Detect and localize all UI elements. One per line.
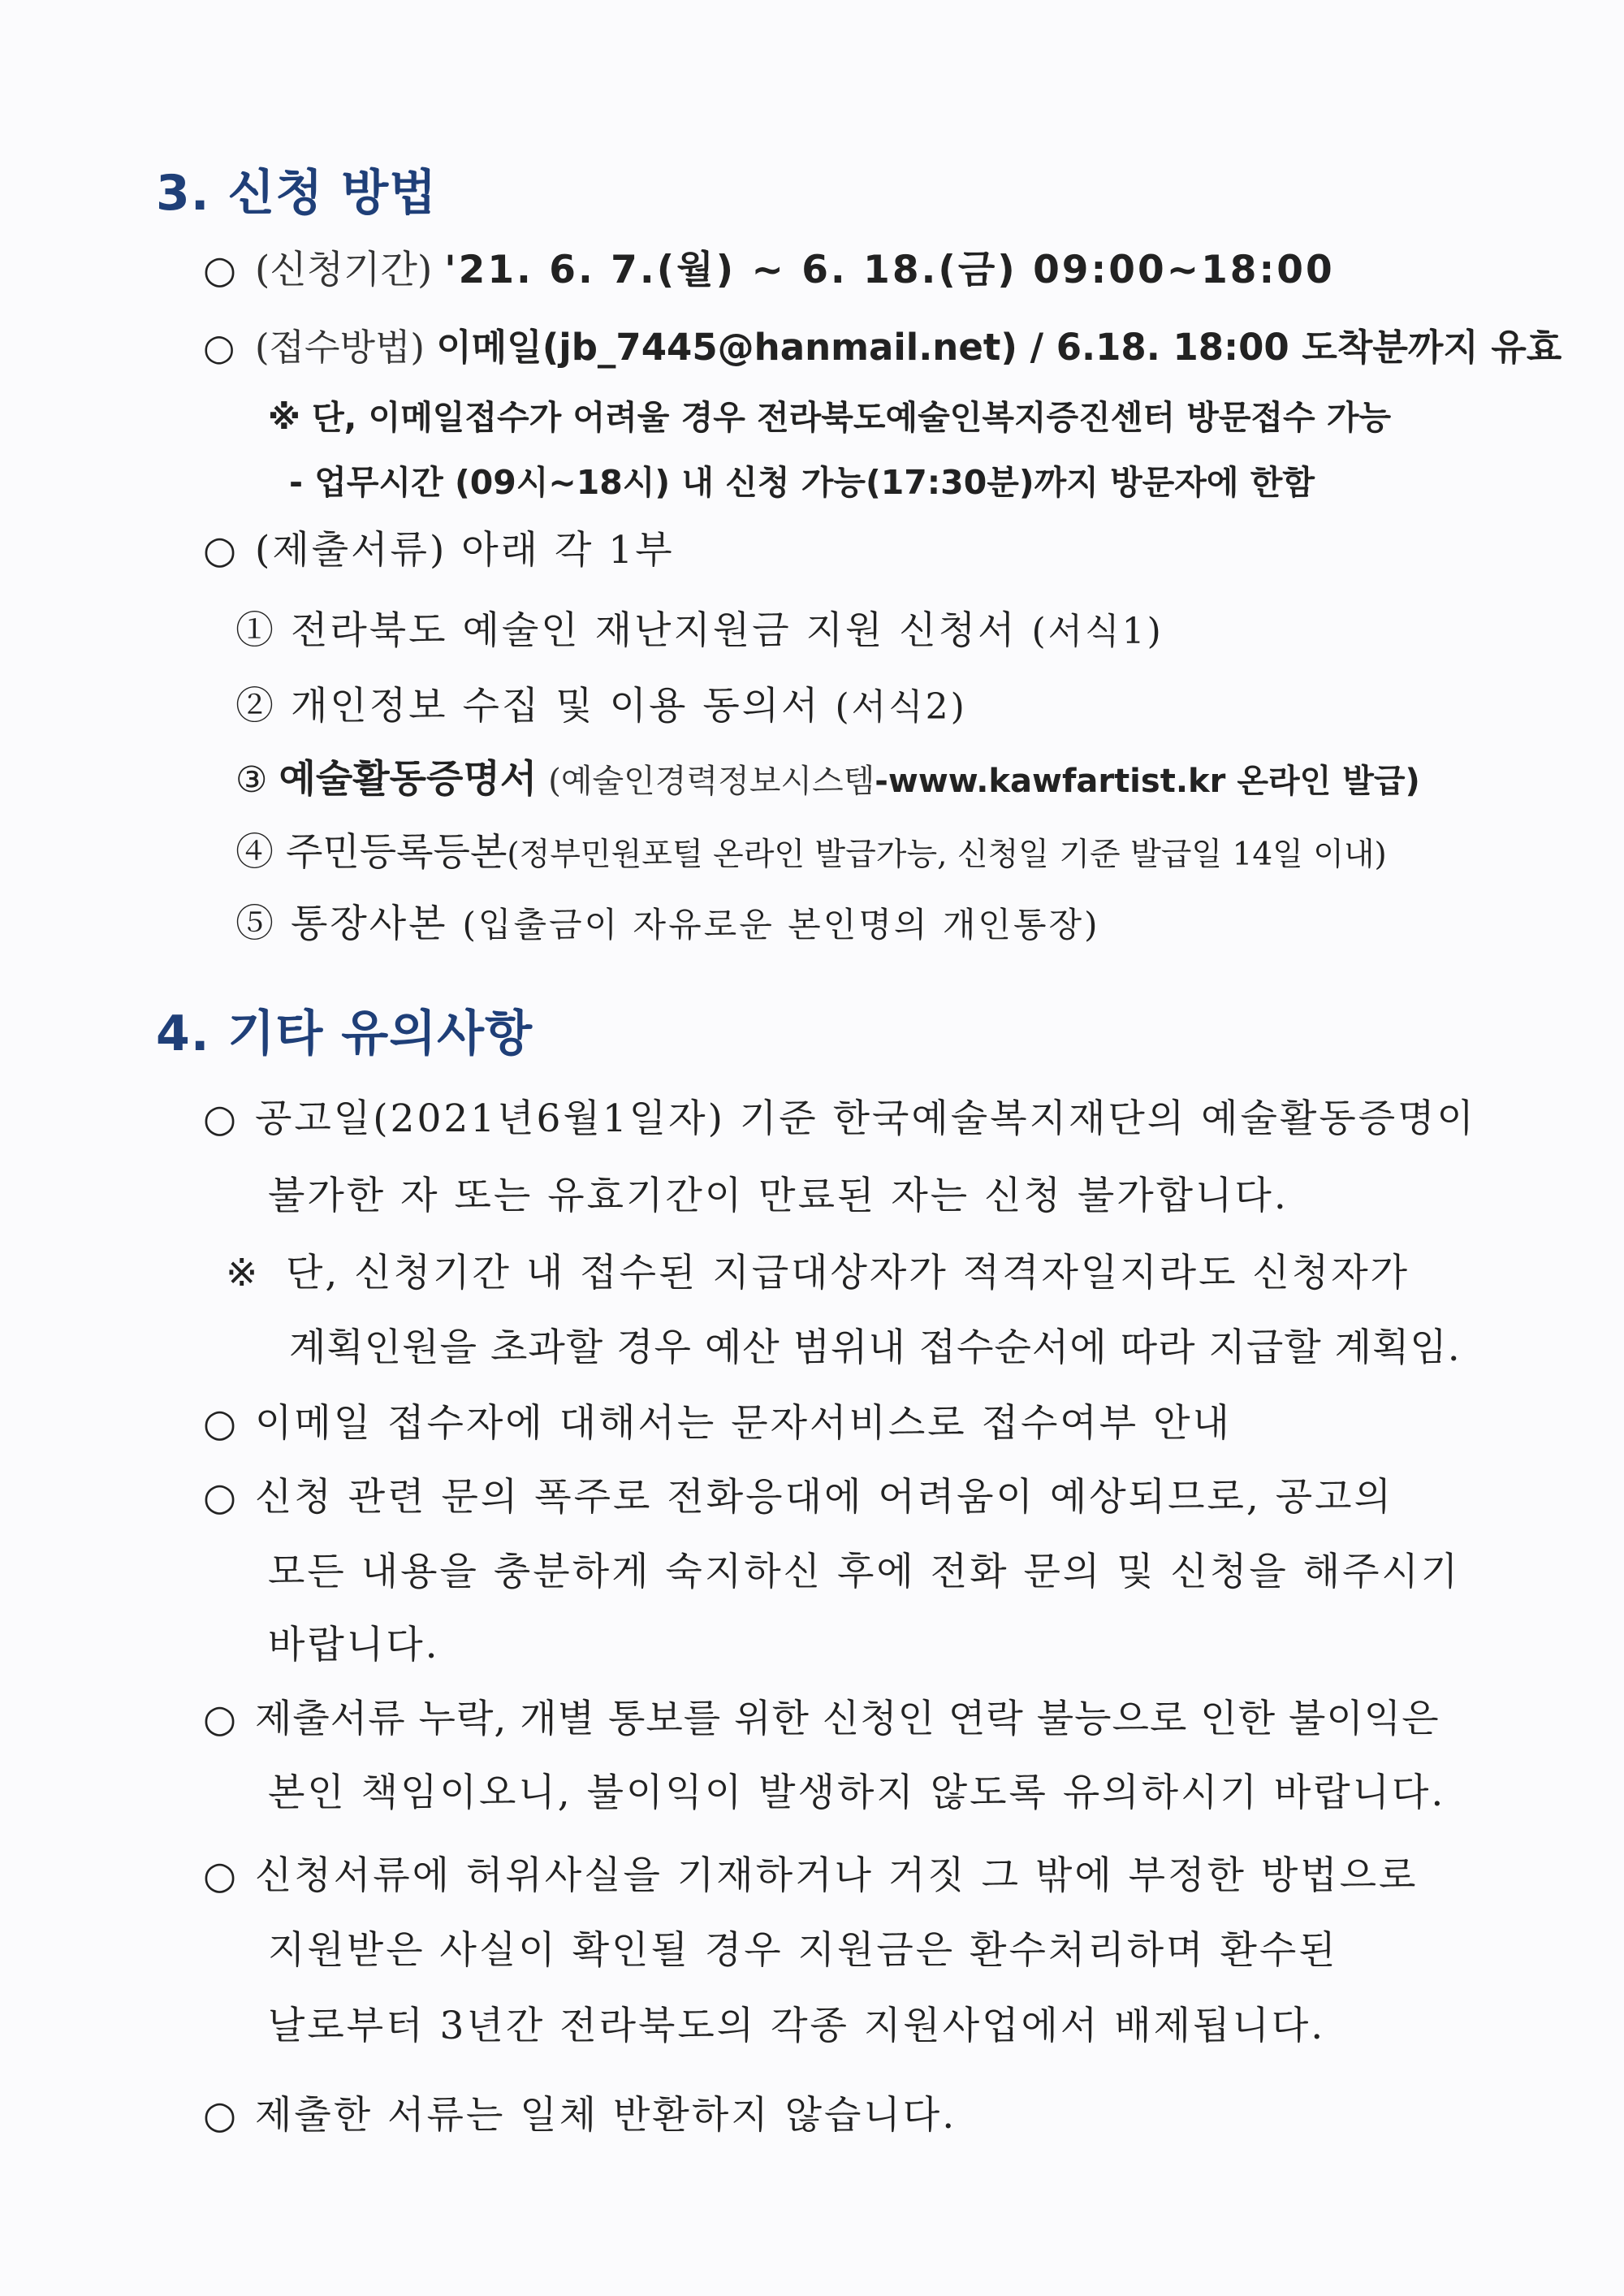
doc-item-1-ref: (서식1)	[1031, 611, 1164, 652]
period-value: '21. 6. 7.(월) ~ 6. 18.(금) 09:00~18:00	[444, 248, 1335, 292]
doc-item-1	[235, 607, 1164, 656]
docs-intro: (제출서류) 아래 각 1부	[255, 528, 675, 573]
doc-item-2-ref: (서식2)	[835, 686, 967, 728]
doc-item-3-num: ③	[235, 759, 268, 801]
doc-item-5	[235, 900, 1100, 949]
notice-item-3-line-2: 모든 내용을 충분하게 숙지하신 후에 전화 문의 및 신청을 해주시기	[268, 1550, 1461, 1594]
doc-item-4	[235, 828, 1387, 880]
section-4-title: 4. 기타 유의사항	[156, 1005, 533, 1062]
notice-item-5-line-2: 지원받은 사실이 확인될 경우 지원금은 환수처리하며 환수된	[268, 1928, 1338, 1973]
doc-item-3-ref-close: 온라인 발급)	[1237, 763, 1420, 800]
notice-item-3-text-1: 신청 관련 문의 폭주로 전화응대에 어려움이 예상되므로, 공고의	[255, 1475, 1393, 1520]
bullet-icon: ○	[203, 1475, 240, 1520]
bullet-icon: ○	[203, 1697, 238, 1741]
method-value: 이메일(jb_7445@hanmail.net) / 6.18. 18:00 도착분까지 유효	[436, 326, 1562, 369]
notice-item-4-line-1	[203, 1695, 1440, 1744]
notice-item-1-note-text-1: 단, 신청기간 내 접수된 지급대상자가 적격자일지라도 신청자가	[286, 1251, 1410, 1295]
doc-item-1-text: ① 전라북도 예술인 재난지원금 지원 신청서	[235, 608, 1017, 653]
notice-item-4-text-1: 제출서류 누락, 개별 통보를 위한 신청인 연락 불능으로 인한 불이익은	[255, 1697, 1440, 1741]
bullet-icon: ○	[203, 326, 235, 369]
notice-item-5-line-1	[203, 1852, 1418, 1900]
doc-item-2	[235, 682, 967, 732]
method-label: (접수방법)	[255, 326, 425, 369]
method-note-2: - 업무시간 (09시~18시) 내 신청 가능(17:30분)까지 방문자에 한함	[289, 463, 1315, 502]
notice-item-3-line-1	[203, 1473, 1393, 1522]
notice-item-2-text: 이메일 접수자에 대해서는 문자서비스로 접수여부 안내	[255, 1401, 1232, 1446]
section-3-title: 3. 신청 방법	[156, 165, 438, 222]
notice-item-6	[203, 2091, 957, 2140]
notice-item-5-text-1: 신청서류에 허위사실을 기재하거나 거짓 그 밖에 부정한 방법으로	[255, 1853, 1419, 1898]
note-mark-icon: ※	[226, 1251, 261, 1295]
doc-item-3	[235, 755, 1420, 806]
bullet-icon: ○	[203, 248, 237, 292]
doc-item-2-text: ② 개인정보 수집 및 이용 동의서	[235, 684, 821, 729]
notice-item-1-text-1: 공고일(2021년6월1일자) 기준 한국예술복지재단의 예술활동증명이	[255, 1096, 1476, 1141]
bullet-icon: ○	[203, 528, 240, 573]
doc-item-3-ref-url: -www.kawfartist.kr	[875, 763, 1226, 800]
notice-item-1-line-2: 불가한 자 또는 유효기간이 만료된 자는 신청 불가합니다.	[268, 1174, 1289, 1218]
doc-item-4-ref: (정부민원포털 온라인 발급가능, 신청일 기준 발급일 14일 이내)	[507, 837, 1387, 873]
doc-item-4-text: ④ 주민등록등본	[235, 830, 508, 875]
doc-item-3-ref-open: (예술인경력정보시스템	[548, 763, 875, 800]
doc-item-3-text: 예술활동증명서	[279, 757, 538, 802]
notice-item-6-text: 제출한 서류는 일체 반환하지 않습니다.	[255, 2093, 957, 2138]
notice-item-2	[203, 1399, 1232, 1448]
method-line	[203, 323, 1561, 372]
bullet-icon: ○	[203, 1401, 240, 1446]
notice-item-3-line-3: 바랍니다.	[268, 1623, 440, 1667]
notice-item-5-line-3: 날로부터 3년간 전라북도의 각종 지원사업에서 배제됩니다.	[268, 2004, 1326, 2048]
doc-item-5-text: ⑤ 통장사본	[235, 902, 448, 946]
notice-item-1-note-line-1	[226, 1249, 1410, 1298]
bullet-icon: ○	[203, 2093, 240, 2138]
doc-item-5-ref: (입출금이 자유로운 본인명의 개인통장)	[462, 905, 1100, 945]
notice-item-1-line-1	[203, 1095, 1476, 1144]
period-line	[203, 246, 1335, 295]
bullet-icon: ○	[203, 1096, 240, 1141]
method-note-1: ※ 단, 이메일접수가 어려울 경우 전라북도예술인복지증진센터 방문접수 가능	[268, 398, 1392, 437]
docs-intro-line	[203, 526, 675, 575]
notice-item-1-note-line-2: 계획인원을 초과할 경우 예산 범위내 접수순서에 따라 지급할 계획임.	[289, 1325, 1461, 1370]
period-label: (신청기간)	[255, 248, 433, 292]
bullet-icon: ○	[203, 1853, 240, 1898]
notice-item-4-line-2: 본인 책임이오니, 불이익이 발생하지 않도록 유의하시기 바랍니다.	[268, 1771, 1446, 1815]
